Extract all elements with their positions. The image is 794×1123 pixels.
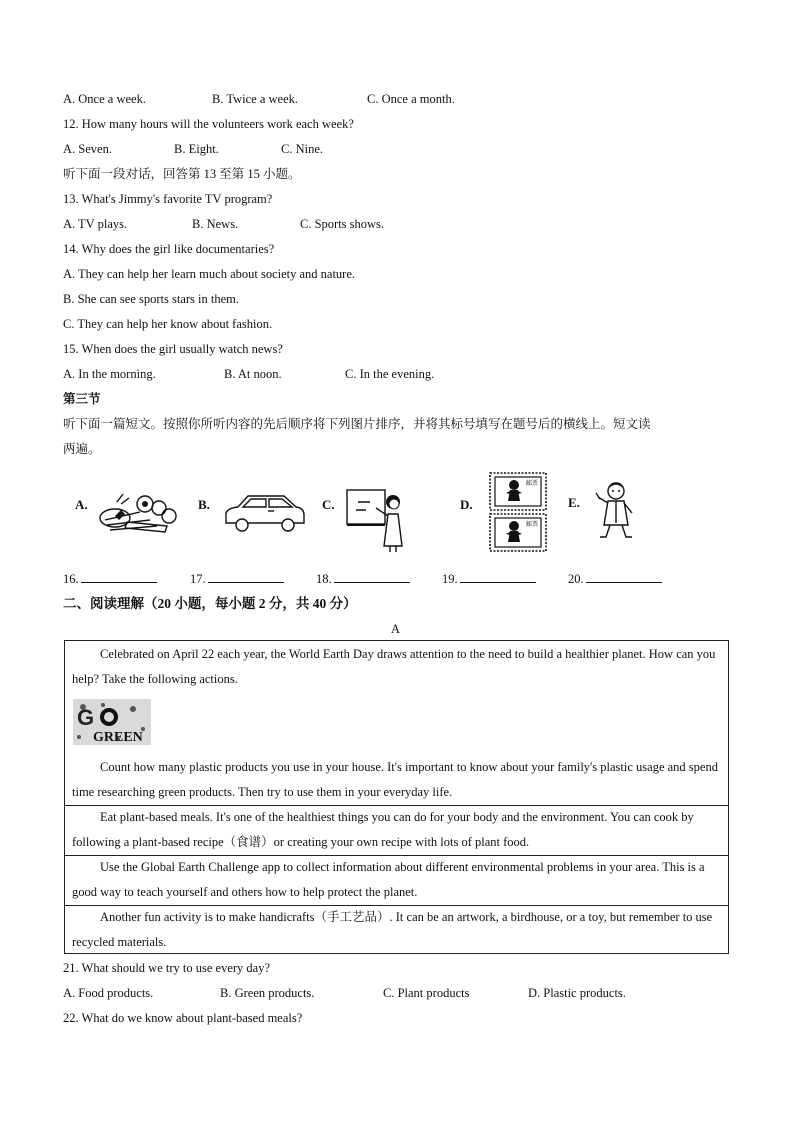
picture-label-d: D. bbox=[460, 497, 473, 512]
logo-letter: G bbox=[77, 705, 95, 730]
q12-option-a[interactable]: A. Seven. bbox=[63, 142, 112, 156]
q15-question: 15. When does the girl usually watch news? bbox=[63, 342, 283, 356]
passage-intro: Celebrated on April 22 each year, the World Earth Day draws attention to the need to build a healthier planet. How can you help? Take the following actions. bbox=[72, 647, 716, 686]
picture-label-a: A. bbox=[75, 497, 88, 512]
passage-paragraph-meals: Eat plant-based meals. It's one of the healthiest things you can do for your body and the environment. You can cook by following a plant-based recipe（食谱）or creating your own recipe with lots of plant food. bbox=[72, 810, 694, 849]
q11-option-a[interactable]: A. Once a week. bbox=[63, 92, 146, 106]
picture-label-c: C. bbox=[322, 497, 335, 512]
stamp-text-bottom: 邮票 bbox=[526, 521, 539, 528]
section3-instruction-line2: 两遍。 bbox=[63, 442, 101, 456]
stamps-picture bbox=[488, 471, 548, 553]
blank-16-number: 16. bbox=[63, 572, 79, 586]
section3-title: 第三节 bbox=[63, 392, 101, 406]
part2-heading: 二、阅读理解（20 小题，每小题 2 分，共 40 分） bbox=[63, 596, 357, 611]
vegetables-picture bbox=[95, 490, 180, 540]
q13-option-c[interactable]: C. Sports shows. bbox=[300, 217, 385, 231]
picture-label-e: E. bbox=[568, 495, 580, 510]
q11-option-b[interactable]: B. Twice a week. bbox=[212, 92, 299, 106]
blank-16[interactable] bbox=[63, 570, 157, 587]
blank-20-number: 20. bbox=[568, 572, 584, 586]
blank-17-number: 17. bbox=[190, 572, 206, 586]
q15-option-b[interactable]: B. At noon. bbox=[224, 367, 282, 381]
q21-option-b[interactable]: B. Green products. bbox=[220, 986, 315, 1000]
q12-option-b[interactable]: B. Eight. bbox=[174, 142, 219, 156]
car-picture bbox=[222, 493, 307, 535]
go-green-logo bbox=[73, 699, 151, 745]
q13-option-b[interactable]: B. News. bbox=[192, 217, 239, 231]
blank-19[interactable] bbox=[442, 570, 536, 587]
teacher-picture bbox=[344, 486, 406, 552]
q14-question: 14. Why does the girl like documentaries? bbox=[63, 242, 275, 256]
q21-option-c[interactable]: C. Plant products bbox=[383, 986, 470, 1000]
q11-option-c[interactable]: C. Once a month. bbox=[367, 92, 455, 106]
q12-option-c[interactable]: C. Nine. bbox=[281, 142, 324, 156]
blank-20[interactable] bbox=[568, 570, 662, 587]
passage-paragraph-plastic: Count how many plastic products you use in your house. It's important to know about your family's plastic usage and spend time researching green products. Then try to use them in your everyday life. bbox=[72, 760, 718, 799]
q13-question: 13. What's Jimmy's favorite TV program? bbox=[63, 192, 273, 206]
passage-paragraph-app: Use the Global Earth Challenge app to collect information about different environmental problems in your area. This is a good way to teach yourself and others how to help protect the planet. bbox=[72, 860, 705, 899]
stamp-text-top: 邮票 bbox=[526, 480, 539, 487]
q21-question: 21. What should we try to use every day? bbox=[63, 961, 271, 975]
logo-text: GREEN bbox=[93, 730, 143, 745]
blank-18-number: 18. bbox=[316, 572, 332, 586]
dialogue-instruction: 听下面一段对话，回答第 13 至第 15 小题。 bbox=[63, 167, 301, 181]
passage-label: A bbox=[391, 622, 401, 636]
passage-paragraph-handicrafts: Another fun activity is to make handicrafts（手工艺品）. It can be an artwork, a birdhouse, or a toy, but remember to use recycled materials. bbox=[72, 910, 713, 949]
q14-option-c[interactable]: C. They can help her know about fashion. bbox=[63, 317, 273, 331]
blank-19-number: 19. bbox=[442, 572, 458, 586]
q14-option-a[interactable]: A. They can help her learn much about society and nature. bbox=[63, 267, 356, 281]
q22-question: 22. What do we know about plant-based meals? bbox=[63, 1011, 303, 1025]
q21-option-d[interactable]: D. Plastic products. bbox=[528, 986, 626, 1000]
q21-option-a[interactable]: A. Food products. bbox=[63, 986, 154, 1000]
blank-18[interactable] bbox=[316, 570, 410, 587]
q15-option-c[interactable]: C. In the evening. bbox=[345, 367, 435, 381]
blank-17[interactable] bbox=[190, 570, 284, 587]
passage-a-box bbox=[64, 640, 729, 954]
q14-option-b[interactable]: B. She can see sports stars in them. bbox=[63, 292, 240, 306]
q12-question: 12. How many hours will the volunteers work each week? bbox=[63, 117, 354, 131]
q13-option-a[interactable]: A. TV plays. bbox=[63, 217, 128, 231]
doctor-picture bbox=[592, 479, 638, 541]
q15-option-a[interactable]: A. In the morning. bbox=[63, 367, 156, 381]
section3-instruction-line1: 听下面一篇短文。按照你所听内容的先后顺序将下列图片排序，并将其标号填写在题号后的横线上。短文读 bbox=[63, 417, 651, 431]
picture-label-b: B. bbox=[198, 497, 210, 512]
